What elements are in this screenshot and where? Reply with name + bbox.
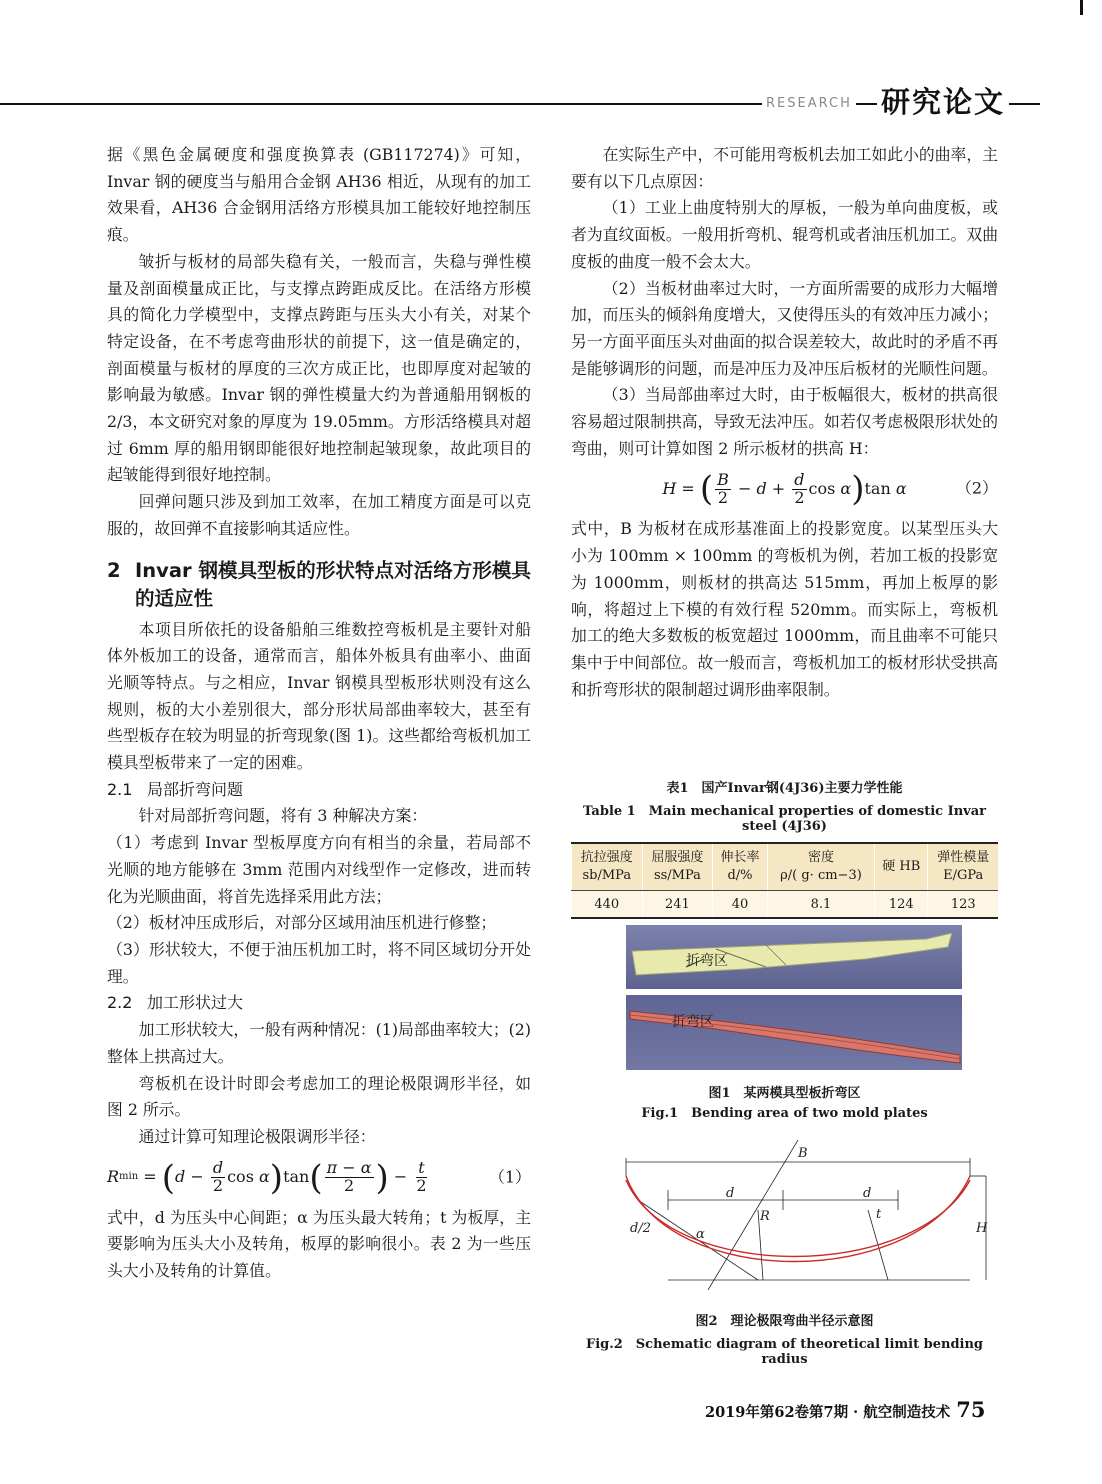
- section-title: 局部折弯问题: [147, 779, 244, 799]
- paragraph: 式中，B 为板材在成形基准面上的投影宽度。以某型压头大小为 100mm × 100mm 的弯板机为例，若加工板的投影宽为 1000mm，则板材的拱高达 515mm，再加上板厚的影响，将超过上下模的有效行程 520mm。而实际上，弯板机加工的绝大多数板的板宽超过 1000mm，而且曲率不可能只集中于中间部位。故一般而言，弯板机加工的板材形状受拱高和折弯形状的限制超过调形曲率限制。: [571, 519, 998, 699]
- equation-2: H = ( $\frac{B}{2}$ − d + $\frac{d}{2}$ cos α ) tan α （2）: [662, 469, 998, 510]
- paragraph: 本项目所依托的设备船舶三维数控弯板机是主要针对船体外板加工的设备，通常而言，船体外板具有曲率小、曲面光顺等特点。与之相应，Invar 钢模具型板形状则没有这么规则，板的大小差别很大，部分形状局部曲率较大，甚至有些型板存在较为明显的折弯现象(图 1)。这些都给弯板机加工模具型板带来了一定的困难。: [107, 619, 531, 773]
- equation-number: （1）: [488, 1167, 531, 1187]
- table-header-cell: 硬 HB: [875, 843, 928, 891]
- label-d-left: d: [726, 1186, 735, 1201]
- section-2-1-heading: [107, 777, 531, 804]
- section-number: 2.1: [107, 779, 133, 799]
- paragraph: 通过计算可知理论极限调形半径：: [138, 1126, 376, 1146]
- fold-zone-label: 折弯区: [672, 1014, 714, 1030]
- header-section-cn: 研究论文: [877, 80, 1009, 121]
- paragraph: （2）板材冲压成形后，对部分区域用油压机进行修整；: [107, 913, 497, 933]
- equation-1: R min = ( d − $\frac{d}{2}$ cos α ) tan ( $\frac{\pi - \alpha}{2}$ ) − $\frac{t}{2}$ （1）: [107, 1157, 531, 1198]
- paragraph: （2）当板材曲率过大时，一方面所需要的成形力大幅增加，而压头的倾斜角度增大，又使得压头的有效冲压力减小；另一方面平面压头对曲面的拟合误差较大，故此时的矛盾不再是能够调形的问题，而是冲压力及冲压后板材的光顺性问题。: [571, 278, 998, 378]
- section-title: Invar 钢模具型板的形状特点对活络方形模具的适应性: [135, 558, 531, 610]
- section-2-2-heading: [107, 990, 531, 1017]
- paragraph: （1）工业上曲度特别大的厚板，一般为单向曲度板，或者为直纹面板。一般用折弯机、辊弯机或者油压机加工。双曲度板的曲度一般不会太大。: [571, 198, 998, 271]
- table-cell: 241: [642, 891, 713, 919]
- right-column: [571, 142, 998, 703]
- table-header-cell: 屈服强度 ss/MPa: [642, 843, 713, 891]
- table-header-cell: 抗拉强度 sb/MPa: [572, 843, 643, 891]
- section-2-heading: [107, 557, 531, 613]
- paragraph: 回弹问题只涉及到加工效率，在加工精度方面是可以克服的，故回弹不直接影响其适应性。: [107, 492, 531, 538]
- figure-2-svg: [608, 1140, 1003, 1290]
- figure-1-image: [626, 925, 962, 1070]
- paragraph: （3）当局部曲率过大时，由于板幅很大，板材的拱高很容易超过限制拱高，导致无法冲压。如若仅考虑极限形状处的弯曲，则可计算如图 2 所示板材的拱高 H：: [571, 385, 998, 458]
- equation-number: （2）: [955, 479, 998, 499]
- label-t: t: [876, 1207, 882, 1222]
- paragraph: 针对局部折弯问题，将有 3 种解决方案：: [138, 806, 428, 826]
- paragraph: 加工形状较大，一般有两种情况：(1)局部曲率较大；(2)整体上拱高过大。: [107, 1020, 531, 1066]
- bent-plate-outer: [626, 1176, 970, 1262]
- paragraph: 式中，d 为压头中心间距；α 为压头最大转角；t 为板厚，主要影响为压头大小及转角，板厚的影响很小。表 2 为一些压头大小及转角的计算值。: [107, 1207, 531, 1281]
- paragraph: 在实际生产中，不可能用弯板机去加工如此小的曲率，主要有以下几点原因：: [571, 145, 998, 191]
- table-cell: 440: [572, 891, 643, 919]
- table-header-row: [572, 843, 999, 891]
- section-title: 加工形状过大: [147, 993, 244, 1013]
- figure-1-caption-en: Fig.1 Bending area of two mold plates: [641, 1106, 928, 1121]
- label-h: H: [976, 1221, 988, 1236]
- paragraph: 弯板机在设计时即会考虑加工的理论极限调形半径，如图 2 所示。: [107, 1073, 531, 1120]
- table-header-cell: 弹性模量 E/GPa: [928, 843, 998, 891]
- figure-1-caption-cn: 图1 某两模具型板折弯区: [708, 1086, 861, 1101]
- label-b: B: [798, 1146, 808, 1161]
- table-caption-cn: 表1 国产Invar钢(4J36)主要力学性能: [666, 781, 903, 796]
- figure-2-caption-cn: 图2 理论极限弯曲半径示意图: [695, 1314, 874, 1329]
- figure-2-diagram: [608, 1140, 1003, 1290]
- label-d-right: d: [863, 1186, 872, 1201]
- figure-2-caption-en: Fig.2 Schematic diagram of theoretical limit bending radius: [585, 1337, 984, 1367]
- section-number: 2.2: [107, 993, 133, 1013]
- figure-1-render: [626, 925, 962, 1070]
- table-caption-en: Table 1 Main mechanical properties of domestic Invar steel (4J36): [583, 804, 986, 834]
- paragraph: （1）考虑到 Invar 型板厚度方向有相当的余量，若局部不光顺的地方能够在 3mm 范围内对线型作一定修改，进而转化为光顺曲面，将首先选择采用此方法；: [107, 833, 531, 906]
- table-row: [572, 891, 999, 919]
- table-cell: 8.1: [767, 891, 874, 919]
- bent-plate-inner: [626, 1180, 970, 1257]
- table-cell: 123: [928, 891, 998, 919]
- header-section-en: RESEARCH: [762, 96, 856, 111]
- table-cell: 124: [875, 891, 928, 919]
- label-r: R: [760, 1209, 770, 1224]
- table-1: [571, 777, 998, 919]
- label-alpha: α: [696, 1227, 705, 1242]
- table-cell: 40: [713, 891, 768, 919]
- fold-zone-label: 折弯区: [686, 953, 728, 969]
- paragraph: 据《黑色金属硬度和强度换算表 (GB117274)》可知，Invar 钢的硬度当与船用合金钢 AH36 相近，从现有的加工效果看，AH36 合金钢用活络方形模具加工能较好地控制压痕。: [107, 145, 531, 245]
- paragraph: （3）形状较大，不便于油压机加工时，将不同区域切分开处理。: [107, 939, 531, 986]
- table-header-cell: 密度 ρ/( g· cm−3): [767, 843, 874, 891]
- table-header-cell: 伸长率 d/%: [713, 843, 768, 891]
- properties-table: [571, 842, 998, 919]
- label-d2: d/2: [630, 1221, 651, 1236]
- section-number: 2: [107, 558, 121, 582]
- page-footer: [705, 1397, 986, 1422]
- corner-mark: [1080, 0, 1083, 15]
- left-column: [107, 142, 531, 1285]
- page-number: 75: [956, 1397, 986, 1422]
- journal-info: 2019年第62卷第7期 · 航空制造技术: [705, 1404, 951, 1421]
- paragraph: 皱折与板材的局部失稳有关，一般而言，失稳与弹性模量及剖面模量成正比，与支撑点跨距成反比。在活络方形模具的简化力学模型中，支撑点跨距与压头大小有关，对某个特定设备，在不考虑弯曲形状的前提下，这一值是确定的，剖面模量与板材的厚度的三次方成正比，也即厚度对起皱的影响最为敏感。Invar 钢的弹性模量大约为普通船用钢板的 2/3，本文研究对象的厚度为 19.05mm。方形活络模具对超过 6mm 厚的船用钢即能很好地控制起皱现象，故此项目的起皱能得到很好地控制。: [107, 251, 531, 485]
